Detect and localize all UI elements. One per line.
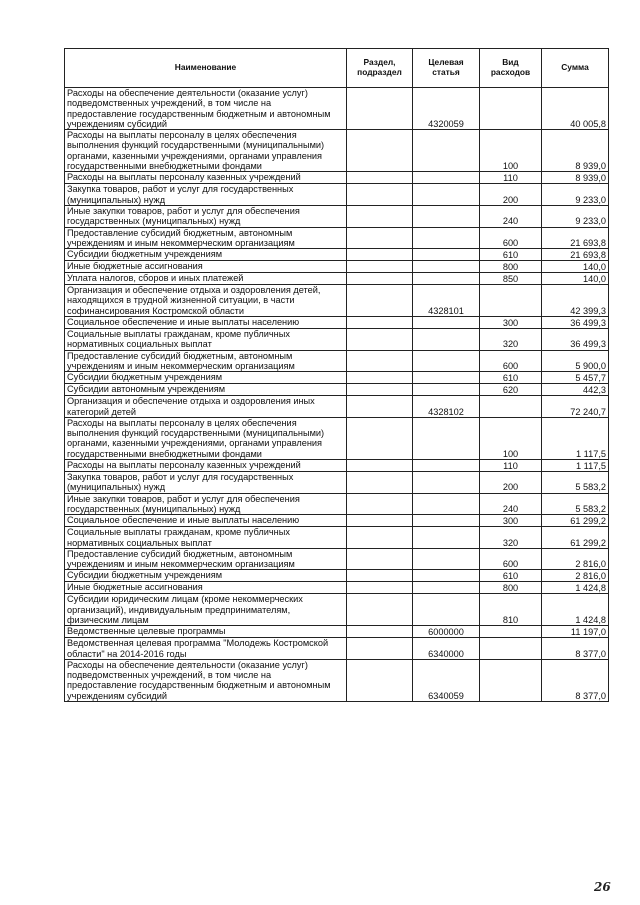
row-type: 200 — [480, 184, 542, 206]
header-sum: Сумма — [542, 49, 609, 88]
row-target — [413, 317, 480, 329]
row-sum: 8 377,0 — [542, 659, 609, 701]
row-name: Расходы на выплаты персоналу в целях обеспечения выполнения функций государственными (муниципальными) органами, казенными учреждениями, органами управления государственными внебюджетными фондами — [65, 130, 347, 172]
table-row — [65, 493, 609, 515]
row-name: Расходы на выплаты персоналу казенных учреждений — [65, 172, 347, 184]
row-sum: 8 377,0 — [542, 638, 609, 660]
row-type: 110 — [480, 460, 542, 472]
row-sum: 11 197,0 — [542, 626, 609, 638]
row-target — [413, 582, 480, 594]
row-sum: 61 299,2 — [542, 515, 609, 527]
row-section — [347, 172, 413, 184]
row-sum: 1 117,5 — [542, 460, 609, 472]
row-target — [413, 527, 480, 549]
row-target — [413, 130, 480, 172]
row-type: 850 — [480, 273, 542, 285]
table-row — [65, 273, 609, 285]
row-section — [347, 130, 413, 172]
row-type: 300 — [480, 317, 542, 329]
row-type: 240 — [480, 493, 542, 515]
row-name: Предоставление субсидий бюджетным, автономным учреждениям и иным некоммерческим организациям — [65, 548, 347, 570]
row-section — [347, 396, 413, 418]
row-target — [413, 172, 480, 184]
row-sum: 61 299,2 — [542, 527, 609, 549]
row-target — [413, 329, 480, 351]
row-section — [347, 472, 413, 494]
row-target — [413, 384, 480, 396]
table-row — [65, 372, 609, 384]
row-target — [413, 493, 480, 515]
row-sum: 2 816,0 — [542, 570, 609, 582]
row-type: 320 — [480, 329, 542, 351]
row-section — [347, 184, 413, 206]
row-target — [413, 515, 480, 527]
header-row — [65, 49, 609, 88]
row-name: Расходы на выплаты персоналу казенных учреждений — [65, 460, 347, 472]
row-section — [347, 638, 413, 660]
row-section — [347, 249, 413, 261]
row-section — [347, 417, 413, 459]
row-type: 240 — [480, 205, 542, 227]
row-target — [413, 460, 480, 472]
row-section — [347, 493, 413, 515]
row-section — [347, 329, 413, 351]
row-section — [347, 515, 413, 527]
row-target — [413, 184, 480, 206]
row-name: Ведомственные целевые программы — [65, 626, 347, 638]
row-target: 6000000 — [413, 626, 480, 638]
row-name: Социальные выплаты гражданам, кроме публичных нормативных социальных выплат — [65, 527, 347, 549]
row-sum: 2 816,0 — [542, 548, 609, 570]
row-target — [413, 570, 480, 582]
row-target — [413, 273, 480, 285]
table-row — [65, 527, 609, 549]
row-name: Расходы на выплаты персоналу в целях обеспечения выполнения функций государственными (муниципальными) органами, казенными учреждениями, органами управления государственными внебюджетными фондами — [65, 417, 347, 459]
table-row — [65, 417, 609, 459]
table-row — [65, 659, 609, 701]
row-target: 6340000 — [413, 638, 480, 660]
table-row — [65, 548, 609, 570]
row-section — [347, 594, 413, 626]
row-sum: 140,0 — [542, 261, 609, 273]
table-row — [65, 460, 609, 472]
row-section — [347, 88, 413, 130]
budget-table — [64, 48, 609, 702]
row-section — [347, 350, 413, 372]
row-section — [347, 527, 413, 549]
row-section — [347, 261, 413, 273]
row-type: 110 — [480, 172, 542, 184]
row-type: 610 — [480, 372, 542, 384]
row-type: 200 — [480, 472, 542, 494]
row-target — [413, 350, 480, 372]
row-name: Субсидии юридическим лицам (кроме некоммерческих организаций), индивидуальным предпринимателям, физическим лицам — [65, 594, 347, 626]
row-type — [480, 88, 542, 130]
row-section — [347, 659, 413, 701]
row-type: 600 — [480, 227, 542, 249]
row-sum: 1 117,5 — [542, 417, 609, 459]
row-name: Социальные выплаты гражданам, кроме публичных нормативных социальных выплат — [65, 329, 347, 351]
row-sum: 36 499,3 — [542, 329, 609, 351]
row-sum: 442,3 — [542, 384, 609, 396]
row-sum: 5 583,2 — [542, 472, 609, 494]
row-name: Иные бюджетные ассигнования — [65, 261, 347, 273]
table-row — [65, 472, 609, 494]
row-section — [347, 626, 413, 638]
row-name: Организация и обеспечение отдыха и оздоровления детей, находящихся в трудной жизненной ситуации, в части софинансирования Костромской области — [65, 285, 347, 317]
row-sum: 36 499,3 — [542, 317, 609, 329]
row-section — [347, 570, 413, 582]
row-target: 4328101 — [413, 285, 480, 317]
row-type — [480, 396, 542, 418]
row-target — [413, 205, 480, 227]
row-target: 4320059 — [413, 88, 480, 130]
header-name: Наименование — [65, 49, 347, 88]
row-type: 300 — [480, 515, 542, 527]
table-body — [65, 88, 609, 702]
row-type — [480, 659, 542, 701]
row-target — [413, 417, 480, 459]
row-sum: 21 693,8 — [542, 227, 609, 249]
row-section — [347, 582, 413, 594]
row-name: Субсидии бюджетным учреждениям — [65, 249, 347, 261]
table-row — [65, 184, 609, 206]
row-sum: 140,0 — [542, 273, 609, 285]
row-type: 600 — [480, 548, 542, 570]
row-sum: 8 939,0 — [542, 130, 609, 172]
table-row — [65, 285, 609, 317]
row-name: Иные закупки товаров, работ и услуг для обеспечения государственных (муниципальных) нужд — [65, 493, 347, 515]
row-section — [347, 460, 413, 472]
row-type — [480, 626, 542, 638]
row-name: Социальное обеспечение и иные выплаты населению — [65, 317, 347, 329]
row-type — [480, 285, 542, 317]
table-row — [65, 515, 609, 527]
row-target: 4328102 — [413, 396, 480, 418]
table-row — [65, 249, 609, 261]
row-sum: 42 399,3 — [542, 285, 609, 317]
table-row — [65, 317, 609, 329]
table-row — [65, 638, 609, 660]
row-sum: 8 939,0 — [542, 172, 609, 184]
table-row — [65, 227, 609, 249]
row-type: 100 — [480, 417, 542, 459]
table-row — [65, 582, 609, 594]
row-name: Расходы на обеспечение деятельности (оказание услуг) подведомственных учреждений, в том числе на предоставление государственным бюджетным и автономным учреждениям субсидий — [65, 659, 347, 701]
row-type: 620 — [480, 384, 542, 396]
header-target: Целевая статья — [413, 49, 480, 88]
page-number: 26 — [594, 880, 611, 894]
row-sum: 72 240,7 — [542, 396, 609, 418]
row-sum: 5 457,7 — [542, 372, 609, 384]
table-row — [65, 172, 609, 184]
row-name: Предоставление субсидий бюджетным, автономным учреждениям и иным некоммерческим организациям — [65, 227, 347, 249]
row-section — [347, 384, 413, 396]
row-type: 600 — [480, 350, 542, 372]
row-name: Ведомственная целевая программа "Молодежь Костромской области" на 2014-2016 годы — [65, 638, 347, 660]
row-sum: 9 233,0 — [542, 184, 609, 206]
row-type: 100 — [480, 130, 542, 172]
table-row — [65, 396, 609, 418]
row-target — [413, 372, 480, 384]
row-target — [413, 472, 480, 494]
row-section — [347, 205, 413, 227]
row-type — [480, 638, 542, 660]
row-name: Закупка товаров, работ и услуг для государственных (муниципальных) нужд — [65, 472, 347, 494]
row-name: Социальное обеспечение и иные выплаты населению — [65, 515, 347, 527]
row-name: Закупка товаров, работ и услуг для государственных (муниципальных) нужд — [65, 184, 347, 206]
row-section — [347, 227, 413, 249]
row-section — [347, 273, 413, 285]
row-name: Иные закупки товаров, работ и услуг для обеспечения государственных (муниципальных) нужд — [65, 205, 347, 227]
table-row — [65, 570, 609, 582]
row-type: 610 — [480, 570, 542, 582]
table-row — [65, 594, 609, 626]
row-target — [413, 261, 480, 273]
row-target: 6340059 — [413, 659, 480, 701]
table-row — [65, 205, 609, 227]
row-name: Иные бюджетные ассигнования — [65, 582, 347, 594]
table-row — [65, 626, 609, 638]
row-target — [413, 227, 480, 249]
header-type: Вид расходов — [480, 49, 542, 88]
row-name: Предоставление субсидий бюджетным, автономным учреждениям и иным некоммерческим организациям — [65, 350, 347, 372]
row-name: Расходы на обеспечение деятельности (оказание услуг) подведомственных учреждений, в том числе на предоставление государственным бюджетным и автономным учреждениям субсидий — [65, 88, 347, 130]
row-section — [347, 372, 413, 384]
table-row — [65, 130, 609, 172]
row-section — [347, 317, 413, 329]
row-type: 800 — [480, 261, 542, 273]
row-sum: 1 424,8 — [542, 594, 609, 626]
row-type: 610 — [480, 249, 542, 261]
row-name: Субсидии автономным учреждениям — [65, 384, 347, 396]
row-sum: 5 900,0 — [542, 350, 609, 372]
row-sum: 5 583,2 — [542, 493, 609, 515]
header-section: Раздел, подраздел — [347, 49, 413, 88]
row-sum: 1 424,8 — [542, 582, 609, 594]
row-sum: 21 693,8 — [542, 249, 609, 261]
row-sum: 9 233,0 — [542, 205, 609, 227]
row-section — [347, 548, 413, 570]
table-row — [65, 384, 609, 396]
table-row — [65, 350, 609, 372]
row-target — [413, 249, 480, 261]
row-name: Организация и обеспечение отдыха и оздоровления иных категорий детей — [65, 396, 347, 418]
table-row — [65, 261, 609, 273]
row-name: Субсидии бюджетным учреждениям — [65, 570, 347, 582]
row-target — [413, 594, 480, 626]
table-row — [65, 88, 609, 130]
row-type: 320 — [480, 527, 542, 549]
row-name: Субсидии бюджетным учреждениям — [65, 372, 347, 384]
row-name: Уплата налогов, сборов и иных платежей — [65, 273, 347, 285]
row-sum: 40 005,8 — [542, 88, 609, 130]
row-section — [347, 285, 413, 317]
row-target — [413, 548, 480, 570]
table-row — [65, 329, 609, 351]
row-type: 810 — [480, 594, 542, 626]
row-type: 800 — [480, 582, 542, 594]
